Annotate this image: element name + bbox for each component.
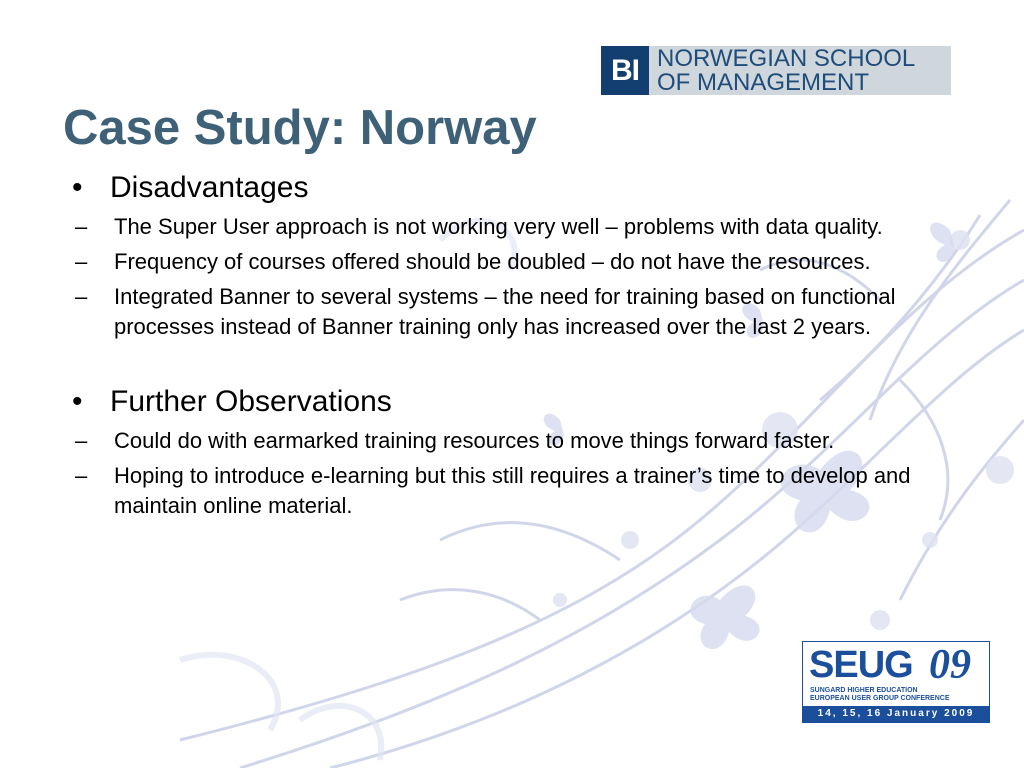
sub-bullet (70, 247, 960, 277)
sub-bullet-text: Frequency of courses offered should be doubled – do not have the resources. (114, 249, 871, 274)
sub-bullet-text: Integrated Banner to several systems – the need for training based on functional processes instead of Banner training only has increased over the last 2 years. (114, 284, 896, 339)
dash-marker: – (75, 249, 88, 274)
bullet-marker: • (72, 385, 83, 418)
bullet-disadvantages (70, 168, 960, 208)
bi-logo-line2: OF MANAGEMENT (657, 68, 870, 96)
bi-logo-line1: NORWEGIAN SCHOOL (657, 44, 916, 72)
seug-logo-name: SEUG (809, 644, 913, 686)
bullet-label: Further Observations (110, 385, 392, 418)
bullet-label: Disadvantages (110, 171, 309, 204)
disadvantages-list (70, 212, 960, 342)
sub-bullet (70, 282, 960, 342)
sub-bullet (70, 212, 960, 242)
seug-conference-logo (802, 641, 990, 723)
dash-marker: – (75, 428, 88, 453)
bullet-marker: • (72, 171, 83, 204)
bi-logo-mark: BI (601, 46, 649, 95)
sub-bullet-text: Could do with earmarked training resources to move things forward faster. (114, 428, 835, 453)
observations-list (70, 426, 960, 521)
bi-logo-text (649, 46, 915, 95)
sub-bullet-text: The Super User approach is not working very well – problems with data quality. (114, 214, 883, 239)
seug-logo-line1: SUNGARD HIGHER EDUCATION (810, 687, 918, 694)
sub-bullet (70, 461, 960, 521)
seug-logo-year: 09 (929, 642, 971, 688)
slide-title: Case Study: Norway (63, 101, 537, 155)
bullet-further-observations (70, 382, 960, 422)
slide-content (70, 168, 960, 526)
seug-logo-dates: 14, 15, 16 January 2009 (803, 706, 989, 722)
dash-marker: – (75, 463, 88, 488)
seug-logo-line2: EUROPEAN USER GROUP CONFERENCE (810, 695, 950, 702)
dash-marker: – (75, 284, 88, 309)
dash-marker: – (75, 214, 88, 239)
bi-norwegian-school-logo (601, 46, 951, 95)
sub-bullet (70, 426, 960, 456)
sub-bullet-text: Hoping to introduce e-learning but this still requires a trainer’s time to develop and maintain online material. (114, 463, 911, 518)
